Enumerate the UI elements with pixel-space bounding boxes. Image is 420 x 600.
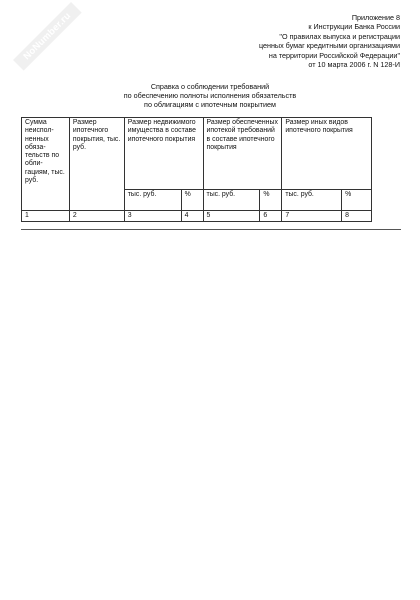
column-number: 7 [282,211,342,222]
column-number: 4 [181,211,203,222]
table-header-row [22,118,372,190]
subheader-percent: % [342,189,372,210]
document-title [0,82,420,110]
requirements-table [21,117,372,222]
appendix-line: на территории Российской Федерации" [268,50,400,60]
column-number: 3 [124,211,181,222]
column-number: 1 [22,211,70,222]
subheader-percent: % [260,189,282,210]
appendix-line: к Инструкции Банка России [308,22,400,32]
appendix-line: "О правилах выпуска и регистрации [279,31,400,41]
appendix-note [140,13,400,69]
column-number: 8 [342,211,372,222]
title-line: по обеспечению полноты исполнения обязательств [123,91,297,101]
table-number-row [22,211,372,222]
header-other-coverage: Размер иных видов ипотечного покрытия [282,118,372,190]
column-number: 2 [69,211,124,222]
horizontal-divider [21,229,401,230]
header-mortgage-claims: Размер обеспеченных ипотекой требований в составе ипотечного покрытия [203,118,282,190]
header-mortgage-coverage: Размер ипотечного покрытия, тыс. руб. [69,118,124,211]
watermark [0,0,100,89]
subheader-percent: % [181,189,203,210]
title-line: Справка о соблюдении требований [150,82,270,91]
appendix-line: от 10 марта 2006 г. N 128-И [308,60,400,70]
subheader-thousand-rub: тыс. руб. [203,189,260,210]
header-unfulfilled-obligations: Сумма неиспол- ненных обяза- тельств по обли- гациям, тыс. руб. [22,118,70,211]
appendix-line: Приложение 8 [351,13,400,22]
column-number: 5 [203,211,260,222]
appendix-line: ценных бумаг кредитными организациями [258,41,400,51]
watermark-text: NoNumber.ru [13,2,82,71]
title-line: по облигациям с ипотечным покрытием [144,100,276,110]
subheader-thousand-rub: тыс. руб. [124,189,181,210]
header-real-estate: Размер недвижимого имущества в составе ипотечного покрытия [124,118,203,190]
subheader-thousand-rub: тыс. руб. [282,189,342,210]
column-number: 6 [260,211,282,222]
